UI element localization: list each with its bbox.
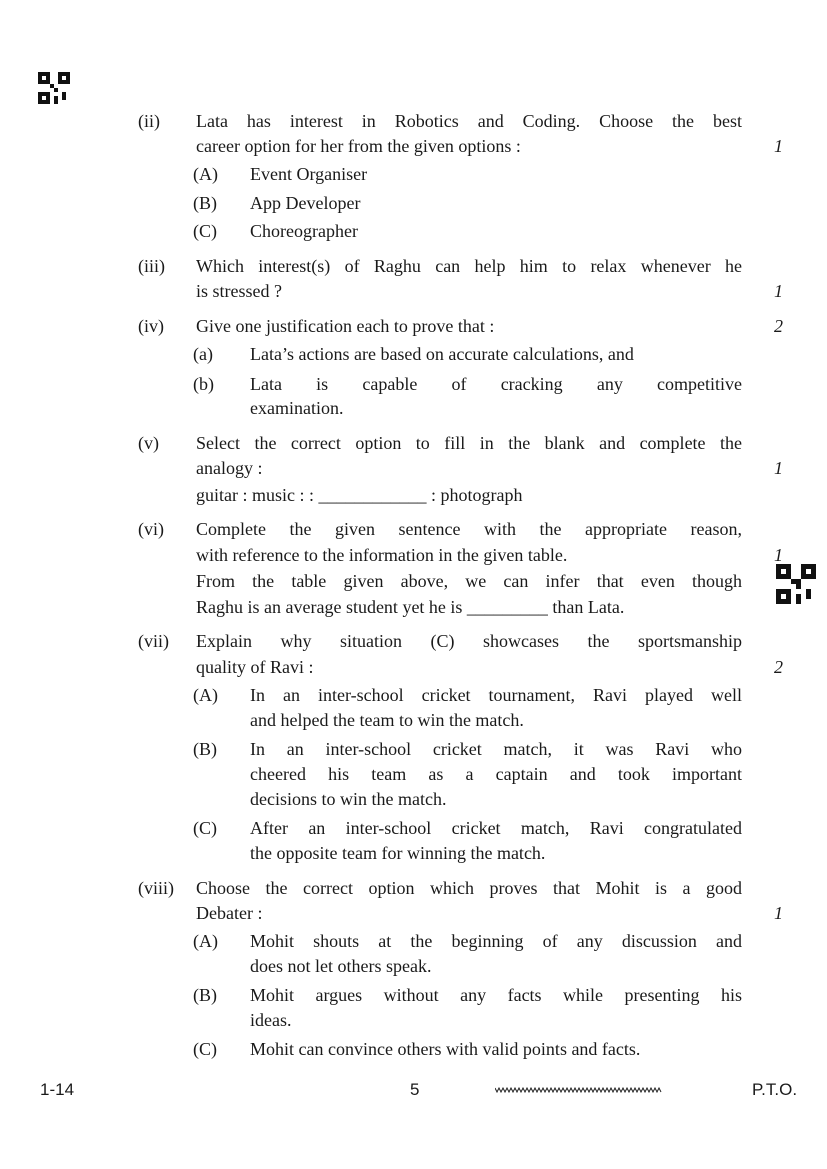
page-number: 5 <box>410 1080 420 1099</box>
option-label: (C) <box>193 818 217 838</box>
option-text: Mohit shouts at the beginning of any discussion and <box>250 931 742 951</box>
option-text: ideas. <box>250 1010 292 1030</box>
option-text: the opposite team for winning the match. <box>250 843 546 863</box>
question-text: is stressed ? <box>196 281 282 301</box>
question-number: (vii) <box>138 631 169 651</box>
question-number: (iii) <box>138 256 165 276</box>
option-text: Choreographer <box>250 221 358 241</box>
marks: 1 <box>774 903 783 923</box>
option-label: (C) <box>193 1039 217 1059</box>
question-text: Choose the correct option which proves that Mohit is a good <box>196 878 742 898</box>
question-number: (v) <box>138 433 159 453</box>
qr-code-side <box>776 564 816 604</box>
marks: 1 <box>774 136 783 156</box>
option-text: Lata’s actions are based on accurate calculations, and <box>250 344 634 364</box>
question-text: Which interest(s) of Raghu can help him to relax whenever he <box>196 256 742 276</box>
marks: 2 <box>774 316 783 336</box>
question-number: (viii) <box>138 878 174 898</box>
question-text: From the table given above, we can infer that even though <box>196 571 742 591</box>
question-number: (vi) <box>138 519 164 539</box>
question-number: (ii) <box>138 111 160 131</box>
question-text: Select the correct option to fill in the blank and complete the <box>196 433 742 453</box>
option-label: (C) <box>193 221 217 241</box>
option-text: After an inter-school cricket match, Ravi congratulated <box>250 818 742 838</box>
option-text: Mohit can convince others with valid points and facts. <box>250 1039 641 1059</box>
pto-label: P.T.O. <box>752 1080 798 1099</box>
question-text: Give one justification each to prove that : <box>196 316 495 336</box>
option-text: does not let others speak. <box>250 956 432 976</box>
option-label: (B) <box>193 193 217 213</box>
option-text: decisions to win the match. <box>250 789 447 809</box>
marks: 1 <box>774 281 783 301</box>
option-label: (B) <box>193 985 217 1005</box>
marks: 1 <box>774 545 783 565</box>
option-label: (b) <box>193 374 214 394</box>
option-text: and helped the team to win the match. <box>250 710 524 730</box>
marks: 2 <box>774 657 783 677</box>
marks: 1 <box>774 458 783 478</box>
question-text: Lata has interest in Robotics and Coding. Choose the best <box>196 111 742 131</box>
option-label: (B) <box>193 739 217 759</box>
question-text: quality of Ravi : <box>196 657 314 677</box>
option-text: cheered his team as a captain and took important <box>250 764 742 784</box>
question-text: Debater : <box>196 903 263 923</box>
question-text: Explain why situation (C) showcases the sportsmanship <box>196 631 742 651</box>
option-label: (A) <box>193 685 218 705</box>
question-text: guitar : music : : ____________ : photograph <box>196 485 523 505</box>
option-text: examination. <box>250 398 344 418</box>
option-text: Event Organiser <box>250 164 368 184</box>
option-text: Mohit argues without any facts while presenting his <box>250 985 742 1005</box>
paper-code: 1-14 <box>40 1080 75 1099</box>
question-number: (iv) <box>138 316 164 336</box>
option-label: (a) <box>193 344 213 364</box>
option-label: (A) <box>193 164 218 184</box>
wavy-divider <box>495 1086 663 1094</box>
option-text: App Developer <box>250 193 361 213</box>
qr-code-top <box>38 72 70 104</box>
question-text: analogy : <box>196 458 263 478</box>
option-text: In an inter-school cricket match, it was Ravi who <box>250 739 742 759</box>
option-text: Lata is capable of cracking any competitive <box>250 374 742 394</box>
question-text: Raghu is an average student yet he is _________ than Lata. <box>196 597 625 617</box>
question-text: with reference to the information in the given table. <box>196 545 568 565</box>
option-label: (A) <box>193 931 218 951</box>
question-text: career option for her from the given options : <box>196 136 521 156</box>
question-text: Complete the given sentence with the appropriate reason, <box>196 519 742 539</box>
option-text: In an inter-school cricket tournament, Ravi played well <box>250 685 742 705</box>
